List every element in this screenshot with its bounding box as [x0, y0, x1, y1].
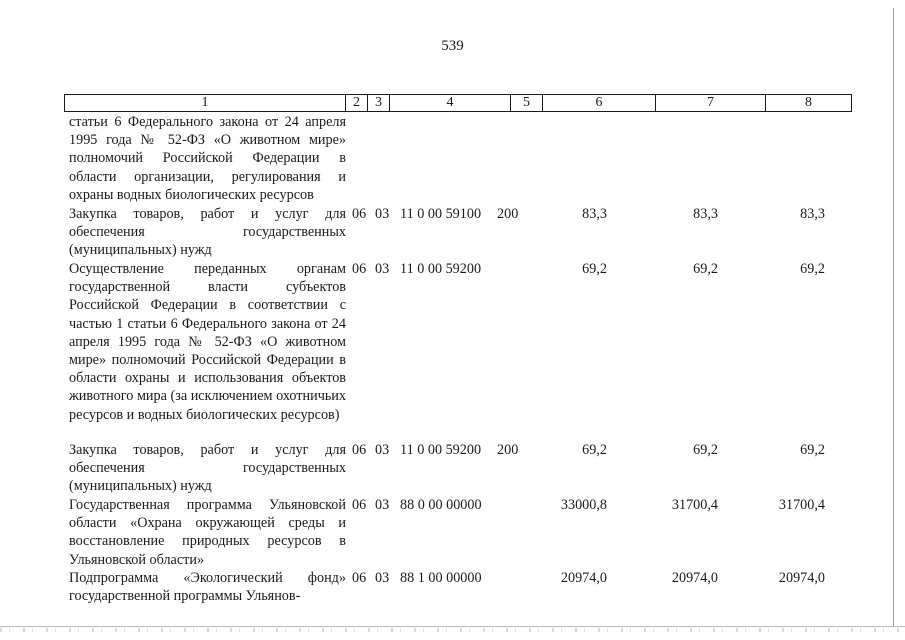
amount-col6: 69,2	[582, 442, 607, 458]
section-code: 06	[352, 442, 367, 458]
header-cell: 5	[511, 95, 543, 112]
amount-col7: 69,2	[693, 261, 718, 277]
section-code: 06	[352, 261, 367, 277]
amount-col6: 20974,0	[560, 570, 607, 586]
header-cell: 3	[368, 95, 390, 112]
header-cell: 2	[346, 95, 368, 112]
subsection-code: 03	[375, 442, 390, 458]
row-description: Закупка товаров, работ и услуг для обеспечения государственных (муниципальных) нужд	[69, 206, 346, 259]
amount-col7: 69,2	[693, 442, 718, 458]
amount-col7: 83,3	[693, 206, 718, 222]
header-cell: 4	[390, 95, 511, 112]
subsection-code: 03	[375, 570, 390, 586]
amount-col8: 83,3	[800, 206, 825, 222]
header-cell: 7	[656, 95, 766, 112]
header-cell: 8	[766, 95, 852, 112]
amount-col8: 31700,4	[778, 497, 825, 513]
row-description: Подпрограмма «Экологический фонд» государственной программы Ульянов-	[69, 570, 346, 605]
target-item-code: 88 0 00 00000	[400, 497, 482, 513]
amount-col6: 69,2	[582, 261, 607, 277]
amount-col7: 20974,0	[671, 570, 718, 586]
expense-type-code: 200	[497, 442, 519, 458]
amount-col8: 69,2	[800, 442, 825, 458]
amount-col7: 31700,4	[671, 497, 718, 513]
section-code: 06	[352, 497, 367, 513]
row-description: Закупка товаров, работ и услуг для обеспечения государственных (муниципальных) нужд	[69, 442, 346, 495]
amount-col6: 83,3	[582, 206, 607, 222]
subsection-code: 03	[375, 206, 390, 222]
header-cell: 6	[543, 95, 656, 112]
header-cell: 1	[65, 95, 346, 112]
subsection-code: 03	[375, 261, 390, 277]
expense-type-code: 200	[497, 206, 519, 222]
section-code: 06	[352, 570, 367, 586]
page-edge	[893, 8, 894, 626]
row-description: статьи 6 Федерального закона от 24 апреля 1995 года № 52-ФЗ «О животном мире» полномочий Российской Федерации в области организации, регулирования и охраны водных биологических ресурсов	[69, 114, 346, 203]
header-row	[65, 95, 852, 112]
section-code: 06	[352, 206, 367, 222]
page-bottom-edge	[0, 626, 905, 627]
target-item-code: 11 0 00 59200	[400, 261, 482, 277]
target-item-code: 11 0 00 59100	[400, 206, 482, 222]
subsection-code: 03	[375, 497, 390, 513]
row-description: Государственная программа Ульяновской области «Охрана окружающей среды и восстановление природных ресурсов в Ульяновской области»	[69, 497, 346, 568]
page-number: 539	[441, 38, 464, 54]
amount-col8: 20974,0	[778, 570, 825, 586]
target-item-code: 88 1 00 00000	[400, 570, 482, 586]
amount-col8: 69,2	[800, 261, 825, 277]
row-description: Осуществление переданных органам государственной власти субъектов Российской Федерации в соответствии с частью 1 статьи 6 Федерального закона от 24 апреля 1995 года № 52-ФЗ «О животном мире» полномочий Российской Федерации в области охраны и использования объектов животного мира (за исключением охотничьих ресурсов и водных биологических ресурсов)	[69, 261, 346, 423]
column-number-header	[64, 94, 852, 112]
amount-col6: 33000,8	[560, 497, 607, 513]
scan-artifact	[0, 628, 905, 632]
target-item-code: 11 0 00 59200	[400, 442, 482, 458]
